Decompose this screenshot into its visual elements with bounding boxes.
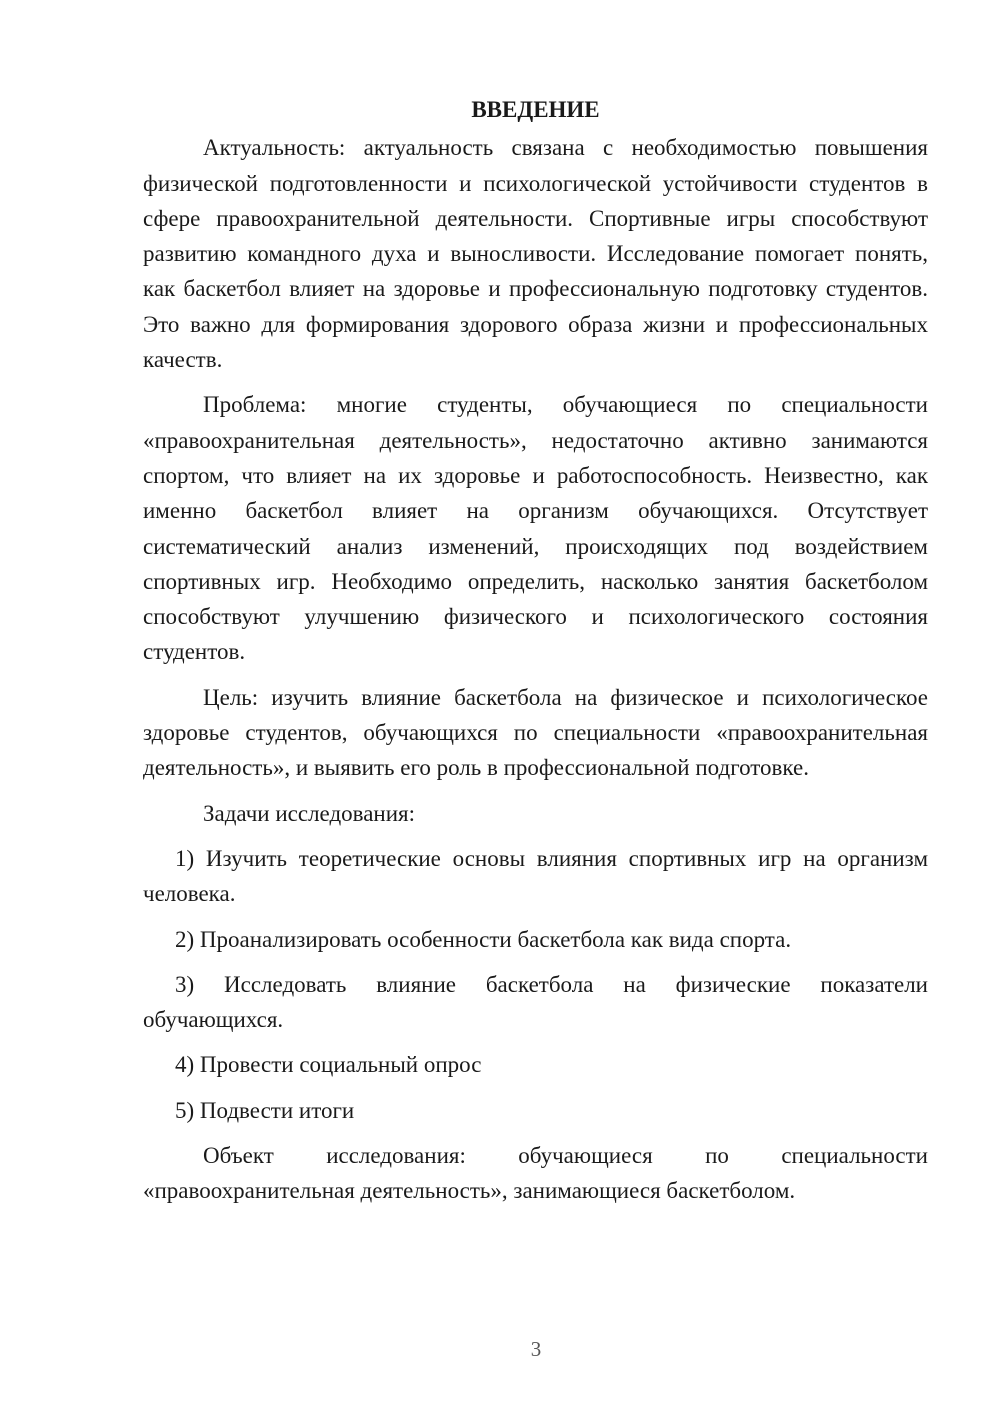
task-item: 5) Подвести итоги: [175, 1097, 355, 1123]
task-item: 1) Изучить теоретические основы влияния спортивных игр на организм человека.: [143, 845, 928, 907]
task-item: 4) Провести социальный опрос: [175, 1052, 482, 1078]
page-content: [143, 92, 928, 1209]
problem-paragraph: Проблема: многие студенты, обучающиеся по специальности «правоохранительная деятельность», недостаточно активно занимаются спортом, что влияет на их здоровье и работоспособность. Неизвестно, как именно баскетбол влияет на организм обучающихся. Отсутствует систематический анализ изменений, происходящих под воздействием спортивных игр. Необходимо определить, насколько занятия баскетболом способствуют улучшению физического и психологического состояния студентов.: [143, 392, 928, 665]
page-heading: ВВЕДЕНИЕ: [471, 97, 600, 122]
tasks-title: Задачи исследования:: [203, 800, 416, 826]
task-item: 3) Исследовать влияние баскетбола на физические показатели обучающихся.: [143, 971, 928, 1033]
page-number: 3: [530, 1337, 542, 1361]
relevance-paragraph: Актуальность: актуальность связана с необходимостью повышения физической подготовленности и психологической устойчивости студентов в сфере правоохранительной деятельности. Спортивные игры способствуют развитию командного духа и выносливости. Исследование помогает понять, как баскетбол влияет на здоровье и профессиональную подготовку студентов. Это важно для формирования здорового образа жизни и профессиональных качеств.: [143, 135, 928, 373]
task-item: 2) Проанализировать особенности баскетбола как вида спорта.: [175, 926, 792, 952]
goal-paragraph: Цель: изучить влияние баскетбола на физическое и психологическое здоровье студентов, обучающихся по специальности «правоохранительная деятельность», и выявить его роль в профессиональной подготовке.: [143, 684, 928, 781]
object-paragraph: Объект исследования: обучающиеся по специальности «правоохранительная деятельность», занимающиеся баскетболом.: [143, 1143, 928, 1204]
tasks-list: [143, 841, 928, 1128]
